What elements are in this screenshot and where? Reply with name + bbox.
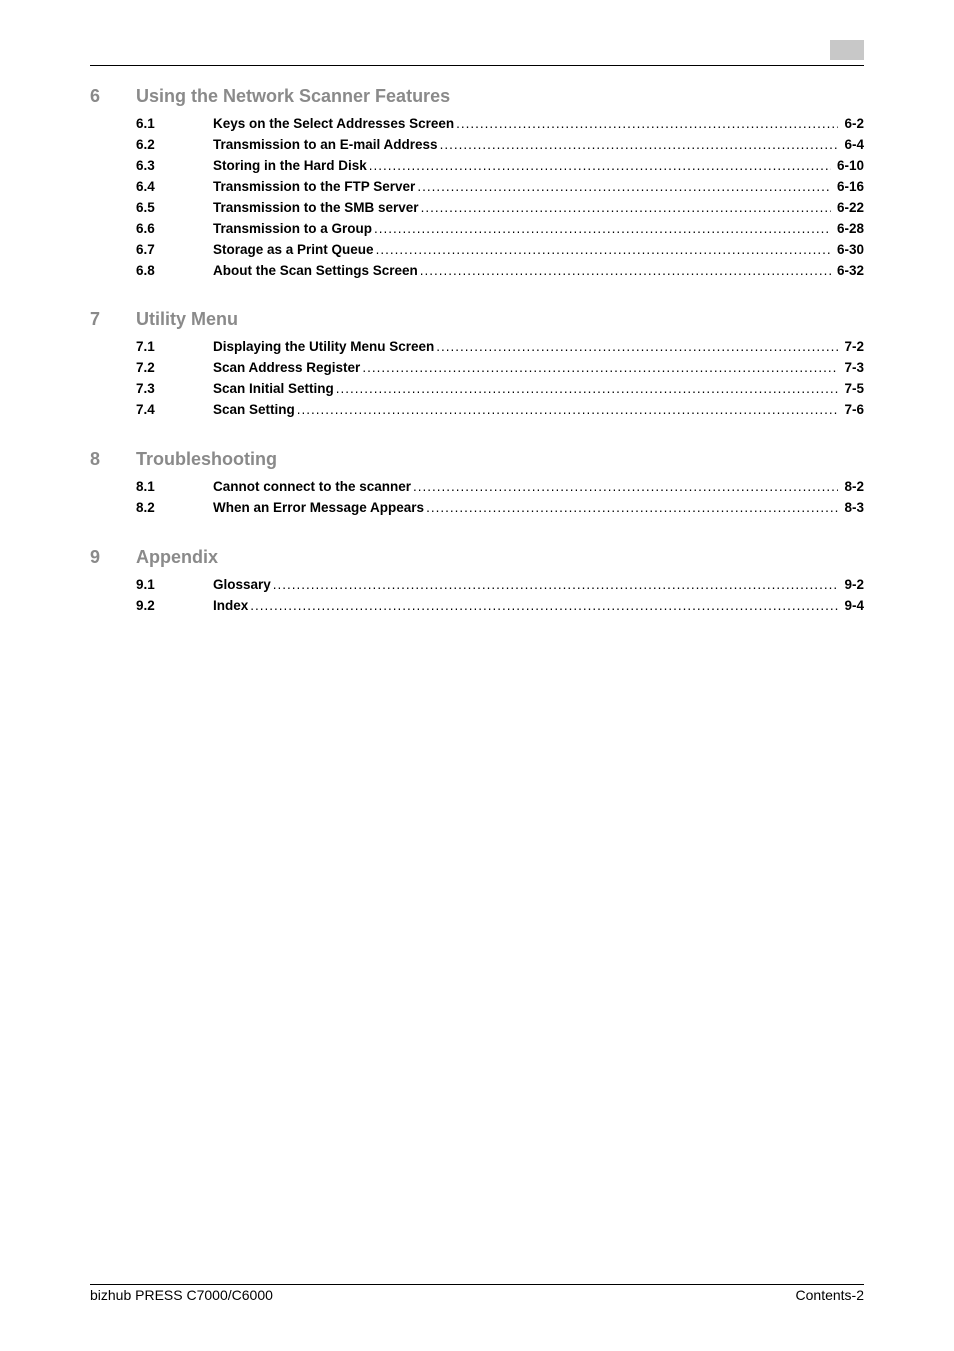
dot-leader bbox=[369, 158, 831, 173]
toc-entry[interactable] bbox=[90, 500, 864, 521]
toc-entry-number: 6.7 bbox=[136, 242, 155, 257]
dot-leader bbox=[421, 200, 831, 215]
toc-chapter bbox=[90, 86, 864, 284]
toc-entry-number: 6.8 bbox=[136, 263, 155, 278]
toc-entry-number: 7.4 bbox=[136, 402, 155, 417]
toc-entry-page: 6-32 bbox=[836, 263, 864, 278]
toc-entry-title: Transmission to a Group bbox=[213, 221, 373, 236]
toc-entry-title: Index bbox=[213, 598, 249, 613]
chapter-heading[interactable] bbox=[90, 309, 864, 333]
toc-entry[interactable] bbox=[90, 116, 864, 137]
header-rule bbox=[90, 65, 864, 66]
toc-entry-page: 8-3 bbox=[844, 500, 864, 515]
toc-entry-title: Storing in the Hard Disk bbox=[213, 158, 367, 173]
dot-leader bbox=[417, 179, 831, 194]
toc-entry-number: 6.3 bbox=[136, 158, 155, 173]
toc-entry-page: 6-28 bbox=[836, 221, 864, 236]
toc-entry-number: 6.5 bbox=[136, 200, 155, 215]
toc-entry-title: Transmission to the FTP Server bbox=[213, 179, 416, 194]
toc-entry-title: Transmission to the SMB server bbox=[213, 200, 419, 215]
toc-entry-title: Keys on the Select Addresses Screen bbox=[213, 116, 455, 131]
toc-entry-title: Storage as a Print Queue bbox=[213, 242, 374, 257]
toc-entry-page: 7-3 bbox=[844, 360, 864, 375]
chapter-number: 9 bbox=[90, 547, 101, 567]
chapter-title: Troubleshooting bbox=[136, 449, 277, 469]
footer-page-label: Contents-2 bbox=[795, 1287, 864, 1303]
toc-entry-number: 6.2 bbox=[136, 137, 155, 152]
toc-entry-title: Scan Address Register bbox=[213, 360, 361, 375]
toc-entry-page: 6-2 bbox=[844, 116, 864, 131]
toc-entry[interactable] bbox=[90, 221, 864, 242]
chapter-number: 7 bbox=[90, 309, 101, 329]
chapter-number: 6 bbox=[90, 86, 101, 106]
toc-entry[interactable] bbox=[90, 381, 864, 402]
toc-entry[interactable] bbox=[90, 200, 864, 221]
toc-entry-page: 8-2 bbox=[844, 479, 864, 494]
toc-entry[interactable] bbox=[90, 158, 864, 179]
toc-entry[interactable] bbox=[90, 577, 864, 598]
header-tab-marker bbox=[830, 40, 864, 60]
chapter-number: 8 bbox=[90, 449, 101, 469]
dot-leader bbox=[273, 577, 839, 592]
dot-leader bbox=[362, 360, 838, 375]
toc-entry[interactable] bbox=[90, 263, 864, 284]
toc-entry-list bbox=[90, 577, 864, 619]
chapter-title: Utility Menu bbox=[136, 309, 238, 329]
dot-leader bbox=[426, 500, 838, 515]
toc-entry-title: Transmission to an E-mail Address bbox=[213, 137, 438, 152]
toc-entry-page: 7-5 bbox=[844, 381, 864, 396]
chapter-title: Appendix bbox=[136, 547, 219, 567]
toc-entry-title: Glossary bbox=[213, 577, 271, 592]
dot-leader bbox=[413, 479, 838, 494]
toc-chapter bbox=[90, 309, 864, 423]
toc-entry-number: 7.3 bbox=[136, 381, 155, 396]
toc-entry-page: 7-2 bbox=[844, 339, 864, 354]
dot-leader bbox=[420, 263, 831, 278]
toc-entry-title: Scan Setting bbox=[213, 402, 295, 417]
footer-product-name: bizhub PRESS C7000/C6000 bbox=[90, 1287, 273, 1303]
toc-entry-list bbox=[90, 116, 864, 284]
toc-entry[interactable] bbox=[90, 137, 864, 158]
toc-entry-page: 6-16 bbox=[836, 179, 864, 194]
toc-entry-title: About the Scan Settings Screen bbox=[213, 263, 418, 278]
toc-entry[interactable] bbox=[90, 339, 864, 360]
dot-leader bbox=[297, 402, 839, 417]
toc-entry-number: 8.1 bbox=[136, 479, 155, 494]
toc-entry-number: 9.2 bbox=[136, 598, 155, 613]
dot-leader bbox=[456, 116, 838, 131]
chapter-title: Using the Network Scanner Features bbox=[136, 86, 451, 106]
chapter-heading[interactable] bbox=[90, 86, 864, 110]
chapter-heading[interactable] bbox=[90, 449, 864, 473]
dot-leader bbox=[440, 137, 839, 152]
toc-entry-page: 9-4 bbox=[844, 598, 864, 613]
toc-entry-page: 7-6 bbox=[844, 402, 864, 417]
toc-entry-number: 6.4 bbox=[136, 179, 155, 194]
dot-leader bbox=[336, 381, 839, 396]
dot-leader bbox=[374, 221, 831, 236]
toc-chapter bbox=[90, 449, 864, 521]
toc-entry-number: 8.2 bbox=[136, 500, 155, 515]
toc-entry-number: 7.2 bbox=[136, 360, 155, 375]
footer-rule bbox=[90, 1284, 864, 1285]
toc-entry-number: 7.1 bbox=[136, 339, 155, 354]
toc-entry[interactable] bbox=[90, 360, 864, 381]
toc-entry-page: 6-4 bbox=[844, 137, 864, 152]
toc-entry-number: 6.1 bbox=[136, 116, 155, 131]
toc-entry[interactable] bbox=[90, 479, 864, 500]
toc-entry-page: 9-2 bbox=[844, 577, 864, 592]
toc-entry[interactable] bbox=[90, 179, 864, 200]
toc-entry[interactable] bbox=[90, 242, 864, 263]
toc-entry-title: Displaying the Utility Menu Screen bbox=[213, 339, 435, 354]
toc-entry-number: 6.6 bbox=[136, 221, 155, 236]
toc-entry-title: When an Error Message Appears bbox=[213, 500, 425, 515]
toc-entry-list bbox=[90, 479, 864, 521]
toc-entry[interactable] bbox=[90, 598, 864, 619]
toc-entry-title: Cannot connect to the scanner bbox=[213, 479, 412, 494]
dot-leader bbox=[376, 242, 831, 257]
dot-leader bbox=[436, 339, 838, 354]
toc-chapter bbox=[90, 547, 864, 619]
toc-entry-list bbox=[90, 339, 864, 423]
toc-entry[interactable] bbox=[90, 402, 864, 423]
chapter-heading[interactable] bbox=[90, 547, 864, 571]
toc-entry-title: Scan Initial Setting bbox=[213, 381, 334, 396]
toc-entry-page: 6-10 bbox=[836, 158, 864, 173]
toc-entry-number: 9.1 bbox=[136, 577, 155, 592]
dot-leader bbox=[250, 598, 838, 613]
toc-entry-page: 6-22 bbox=[836, 200, 864, 215]
toc-entry-page: 6-30 bbox=[836, 242, 864, 257]
